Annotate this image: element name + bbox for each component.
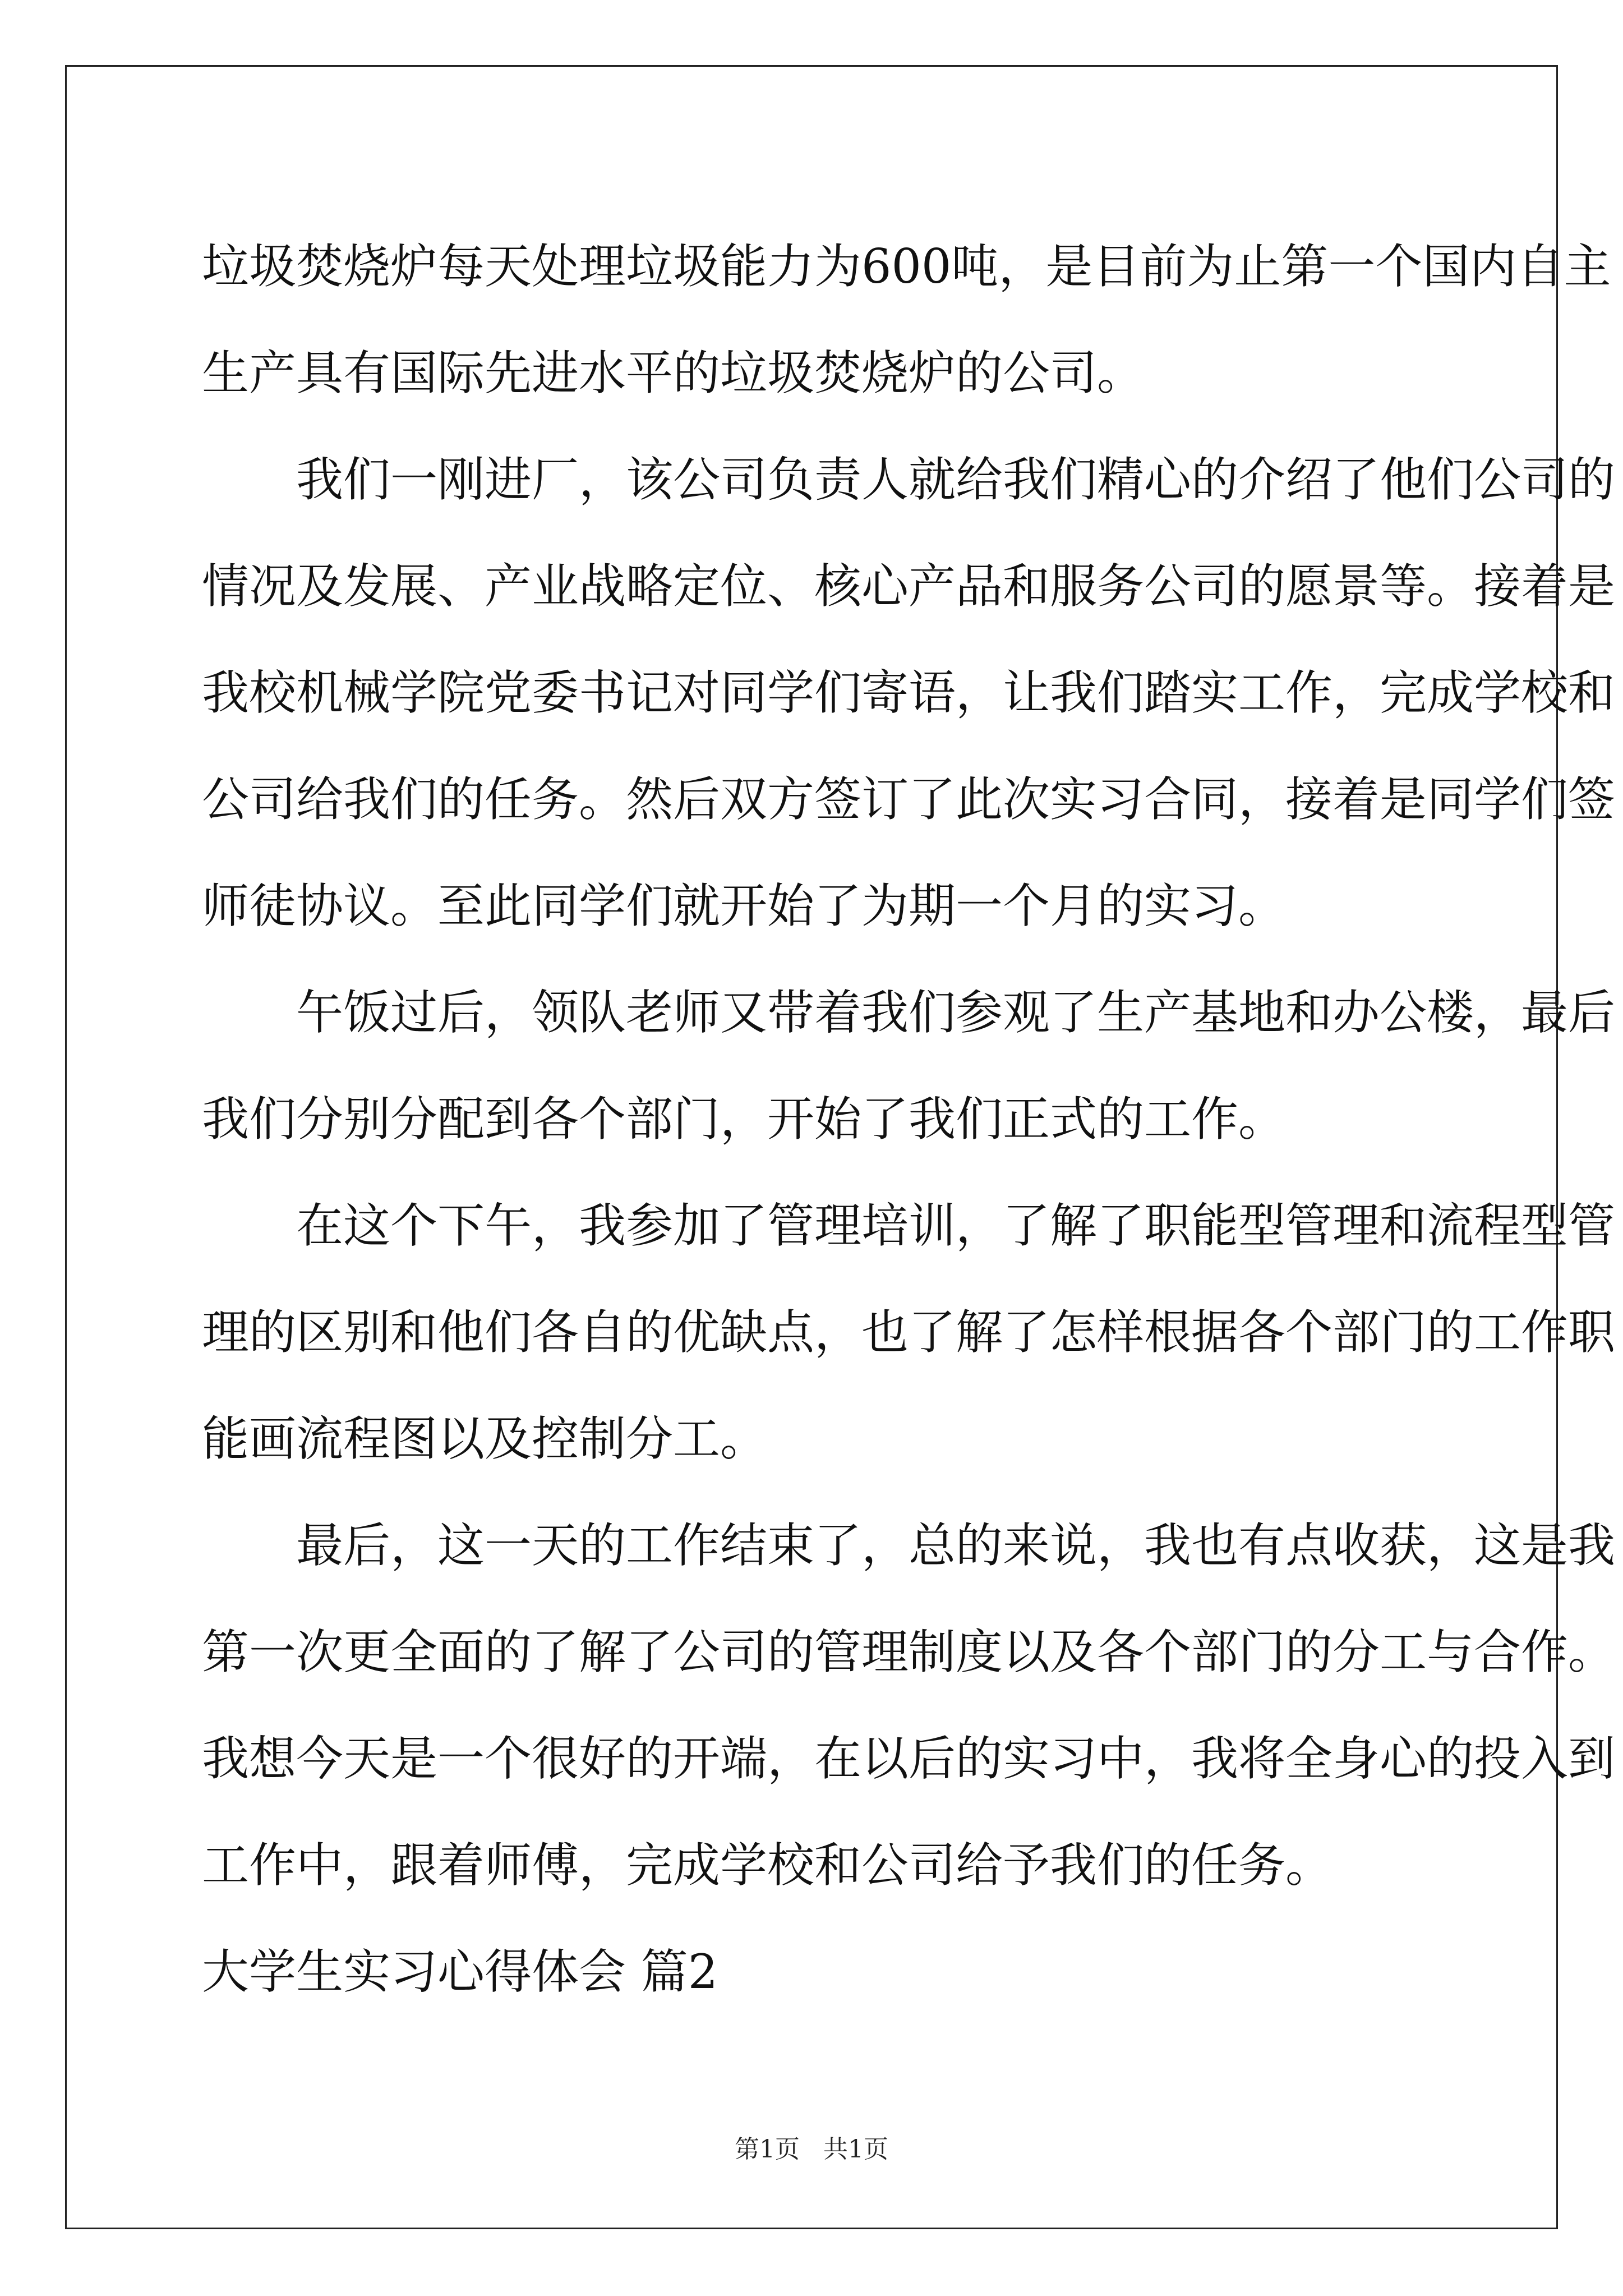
text-line: 工作中，跟着师傅，完成学校和公司给予我们的任务。 [202, 1838, 1333, 1893]
text-line: 理的区别和他们各自的优缺点，也了解了怎样根据各个部门的工作职 [202, 1305, 1616, 1360]
text-line: 生产具有国际先进水平的垃圾焚烧炉的公司。 [202, 346, 1145, 401]
text-line: 在这个下午，我参加了管理培训，了解了职能型管理和流程型管 [296, 1198, 1616, 1253]
text-line: 我们分别分配到各个部门，开始了我们正式的工作。 [202, 1092, 1286, 1147]
text-line: 能画流程图以及控制分工。 [202, 1411, 768, 1466]
text-line: 我想今天是一个很好的开端，在以后的实习中，我将全身心的投入到 [202, 1731, 1616, 1786]
text-line: 师徒协议。至此同学们就开始了为期一个月的实习。 [202, 878, 1286, 933]
section-heading: 大学生实习心得体会 篇2 [202, 1944, 718, 1999]
text-line: 我校机械学院党委书记对同学们寄语，让我们踏实工作，完成学校和 [202, 665, 1616, 720]
paragraph [202, 426, 1616, 959]
paragraph [202, 1492, 1616, 1918]
text-line: 公司给我们的任务。然后双方签订了此次实习合同，接着是同学们签 [202, 772, 1616, 827]
page-footer: 第1页 共1页 [735, 2135, 888, 2164]
text-line: 午饭过后，领队老师又带着我们参观了生产基地和办公楼，最后 [296, 985, 1616, 1040]
text-line: 第一次更全面的了解了公司的管理制度以及各个部门的分工与合作。 [202, 1625, 1616, 1680]
paragraph [202, 959, 1616, 1172]
text-line: 垃圾焚烧炉每天处理垃圾能力为600吨，是目前为止第一个国内自主 [202, 239, 1611, 294]
document-body [202, 213, 1616, 2025]
paragraph [202, 213, 1611, 426]
text-line: 最后，这一天的工作结束了，总的来说，我也有点收获，这是我 [296, 1518, 1616, 1573]
text-line: 情况及发展、产业战略定位、核心产品和服务公司的愿景等。接着是 [202, 559, 1616, 614]
text-line: 我们一刚进厂，该公司负责人就给我们精心的介绍了他们公司的 [296, 452, 1616, 507]
paragraph [202, 1172, 1616, 1492]
